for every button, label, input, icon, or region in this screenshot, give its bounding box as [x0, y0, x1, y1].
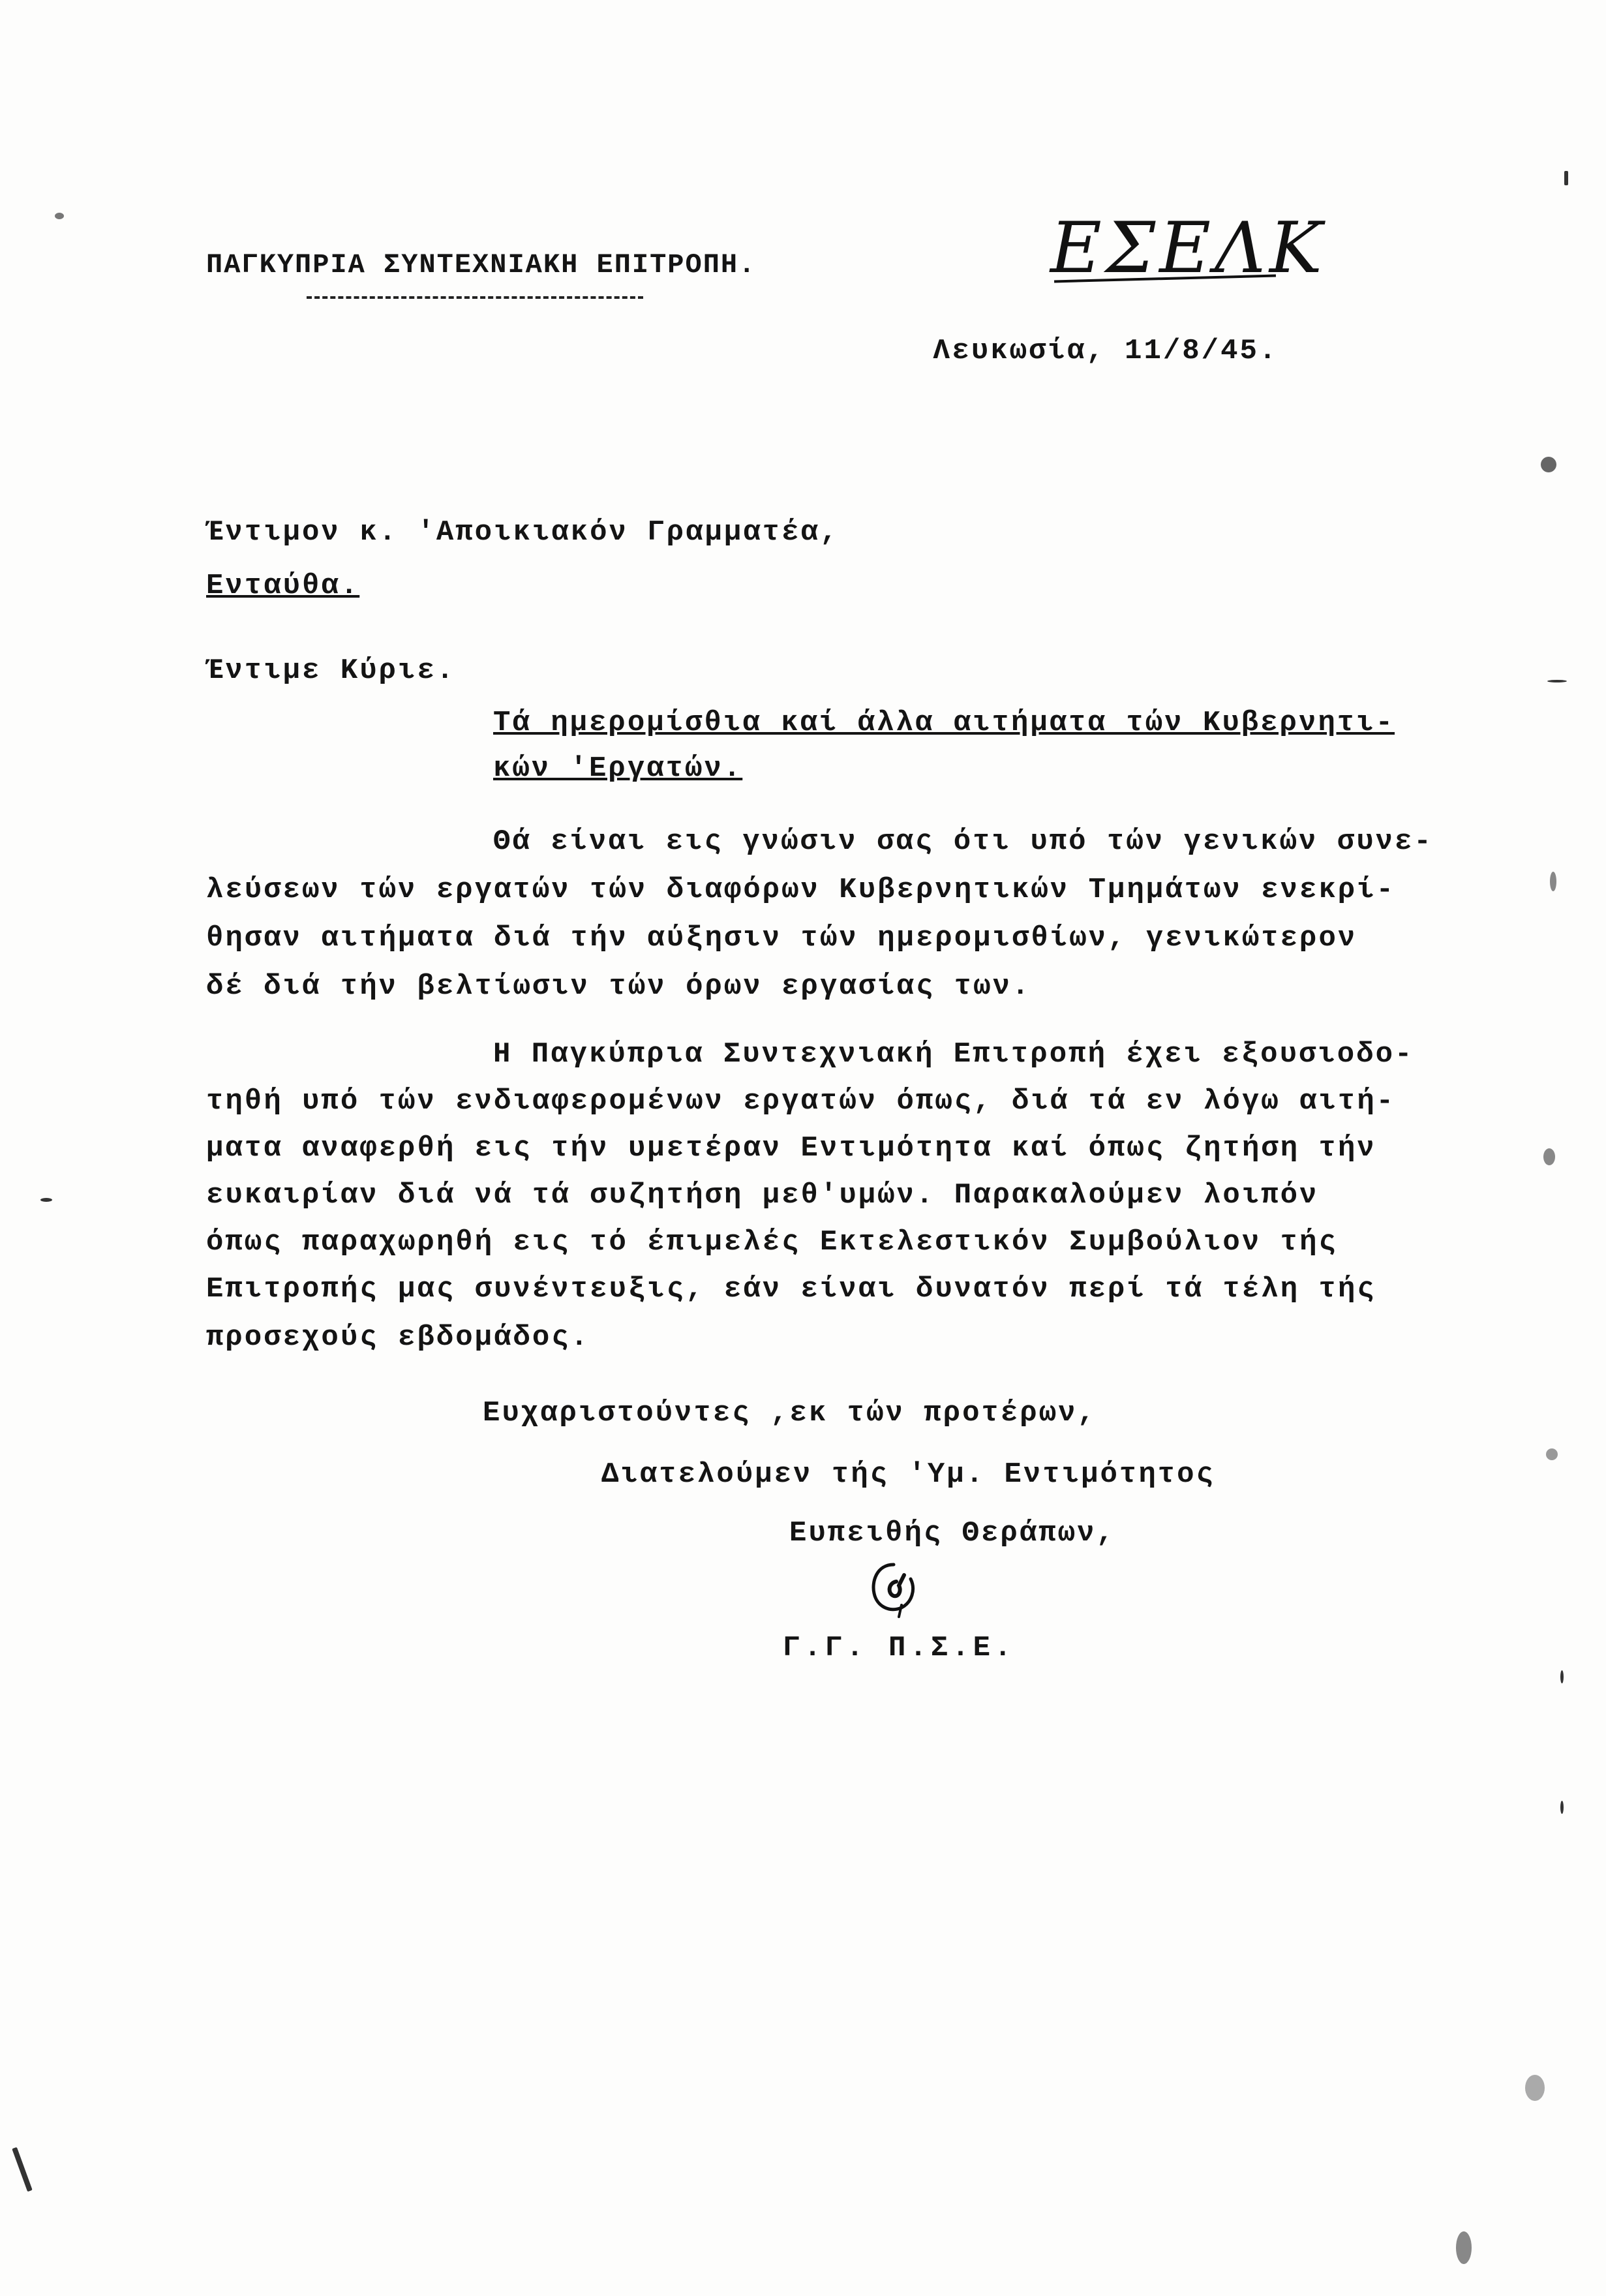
place-and-date: Λευκωσία, 11/8/45. — [933, 335, 1279, 367]
recipient-line: Έντιμον κ. 'Αποικιακόν Γραμματέα, — [206, 516, 840, 549]
organization-name: ΠΑΓΚΥΠΡΙΑ ΣΥΝΤΕΧΝΙΑΚΗ ΕΠΙΤΡΟΠΗ. — [206, 249, 757, 281]
signature-mark — [868, 1559, 920, 1618]
handwritten-signature — [868, 1559, 920, 1618]
scan-speck — [1456, 2231, 1472, 2264]
closing-line: Διατελούμεν τής 'Υμ. Εντιμότητος — [601, 1458, 1215, 1491]
scan-speck — [55, 213, 64, 219]
scan-speck — [1525, 2075, 1545, 2101]
paragraph-2-line: προσεχούς εβδομάδος. — [206, 1321, 590, 1354]
paragraph-2-line: ματα αναφερθή εις τήν υμετέραν Εντιμότητα καί όπως ζητήση τήν — [206, 1132, 1376, 1165]
recipient-location: Ενταύθα. — [206, 570, 360, 602]
paragraph-1-line: Θά είναι εις γνώσιν σας ότι υπό τών γενικών συνε- — [493, 825, 1433, 858]
paragraph-1-line: λεύσεων τών εργατών τών διαφόρων Κυβερνητικών Τμημάτων ενεκρί- — [206, 874, 1396, 906]
sender-initials: Γ.Γ. Π.Σ.Ε. — [783, 1632, 1016, 1664]
scan-speck — [1560, 1670, 1564, 1683]
scan-speck — [1543, 1148, 1555, 1165]
scan-speck — [1560, 1801, 1564, 1814]
closing-line: Ευχαριστούντες ,εκ τών προτέρων, — [483, 1397, 1097, 1430]
organization-underline — [307, 296, 643, 299]
paragraph-2-line: Επιτροπής μας συνέντευξις, εάν είναι δυνατόν περί τά τέλη τής — [206, 1273, 1376, 1306]
handwritten-stamp: ΕΣΕΛΚ — [1050, 207, 1326, 289]
paragraph-2-line: όπως παραχωρηθή εις τό έπιμελές Εκτελεστικόν Συμβούλιον τής — [206, 1226, 1338, 1259]
paragraph-2-line: ευκαιρίαν διά νά τά συζητήση μεθ'υμών. Παρακαλούμεν λοιπόν — [206, 1179, 1319, 1212]
paragraph-2-line: τηθή υπό τών ενδιαφερομένων εργατών όπως, διά τά εν λόγω αιτή- — [206, 1085, 1396, 1118]
scan-speck — [1541, 457, 1556, 472]
scan-speck — [1550, 872, 1556, 891]
salutation: Έντιμε Κύριε. — [206, 654, 456, 687]
closing-line: Ευπειθής Θεράπων, — [789, 1517, 1115, 1550]
scan-speck — [12, 2147, 32, 2192]
paragraph-1-line: δέ διά τήν βελτίωσιν τών όρων εργασίας των. — [206, 970, 1031, 1003]
scan-speck — [1546, 1448, 1558, 1460]
scan-speck — [1564, 171, 1568, 185]
paragraph-1-line: θησαν αιτήματα διά τήν αύξησιν τών ημερομισθίων, γενικώτερον — [206, 922, 1357, 955]
paragraph-2-line: Η Παγκύπρια Συντεχνιακή Επιτροπή έχει εξουσιοδο- — [493, 1038, 1414, 1071]
scan-speck — [1547, 680, 1567, 682]
subject-line: κών 'Εργατών. — [493, 752, 743, 785]
subject-line: Τά ημερομίσθια καί άλλα αιτήματα τών Κυβερνητι- — [493, 707, 1395, 739]
scan-speck — [40, 1198, 52, 1202]
